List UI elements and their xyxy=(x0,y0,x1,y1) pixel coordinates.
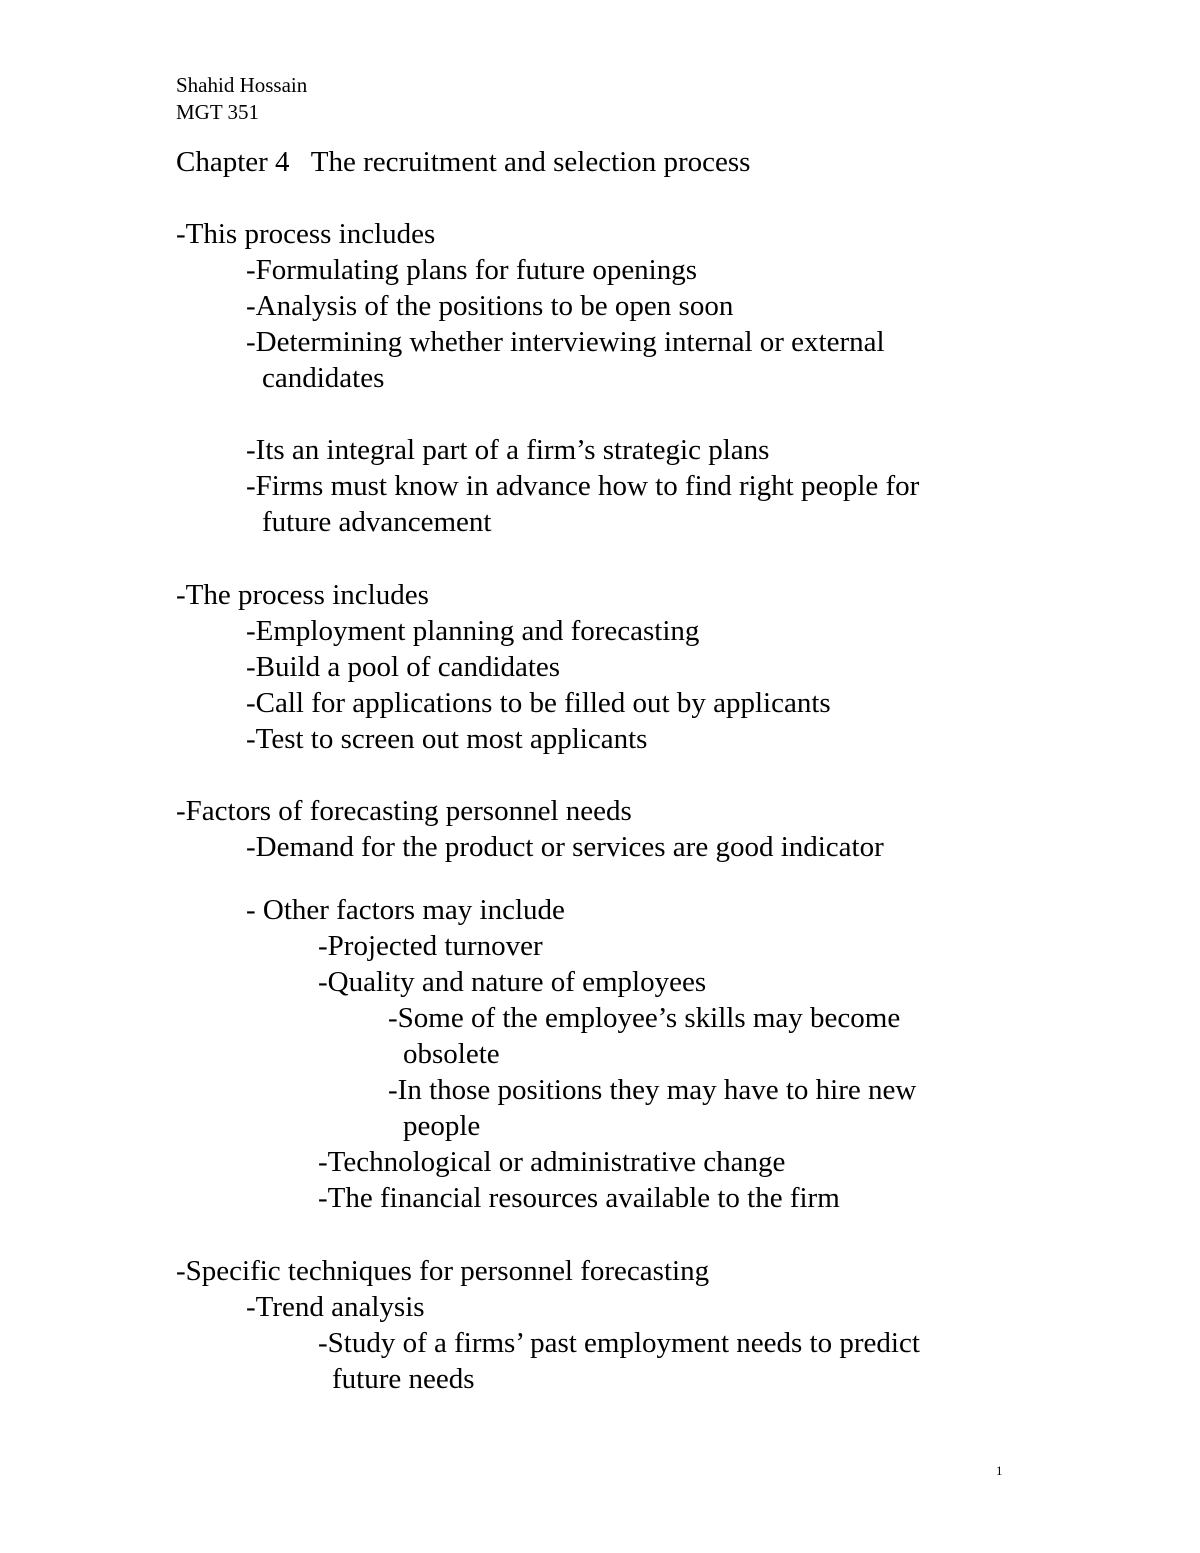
bullet-line-continuation: future needs xyxy=(332,1363,475,1395)
bullet-line: -Build a pool of candidates xyxy=(246,651,561,683)
bullet-line: -Its an integral part of a firm’s strategic plans xyxy=(246,434,770,466)
bullet-line: -This process includes xyxy=(176,218,436,250)
bullet-line: -In those positions they may have to hire new xyxy=(388,1074,917,1106)
bullet-line: -Quality and nature of employees xyxy=(318,966,707,998)
bullet-line: -Firms must know in advance how to find right people for xyxy=(246,470,920,502)
bullet-line: -The process includes xyxy=(176,579,429,611)
bullet-line: -Specific techniques for personnel forecasting xyxy=(176,1255,710,1287)
bullet-line-continuation: future advancement xyxy=(262,506,492,538)
bullet-line: -Determining whether interviewing internal or external xyxy=(246,326,885,358)
bullet-line: -Projected turnover xyxy=(318,930,543,962)
bullet-line: -Employment planning and forecasting xyxy=(246,615,700,647)
bullet-line-continuation: people xyxy=(403,1110,481,1142)
bullet-line: -Test to screen out most applicants xyxy=(246,723,648,755)
bullet-line-continuation: obsolete xyxy=(403,1038,500,1070)
chapter-title: Chapter 4 The recruitment and selection process xyxy=(176,146,751,178)
bullet-line: -Technological or administrative change xyxy=(318,1146,786,1178)
page-number: 1 xyxy=(996,1463,1003,1478)
bullet-line: -Factors of forecasting personnel needs xyxy=(176,795,632,827)
bullet-line: -Analysis of the positions to be open soon xyxy=(246,290,734,322)
bullet-line: - Other factors may include xyxy=(246,894,565,926)
bullet-line-continuation: candidates xyxy=(262,362,385,394)
bullet-line: -Demand for the product or services are good indicator xyxy=(246,831,884,863)
course-code: MGT 351 xyxy=(176,100,260,124)
bullet-line: -Some of the employee’s skills may become xyxy=(388,1002,901,1034)
author-name: Shahid Hossain xyxy=(176,73,308,97)
bullet-line: -The financial resources available to the firm xyxy=(318,1182,840,1214)
bullet-line: -Call for applications to be filled out by applicants xyxy=(246,687,831,719)
bullet-line: -Study of a firms’ past employment needs to predict xyxy=(318,1327,920,1359)
bullet-line: -Formulating plans for future openings xyxy=(246,254,698,286)
bullet-line: -Trend analysis xyxy=(246,1291,425,1323)
